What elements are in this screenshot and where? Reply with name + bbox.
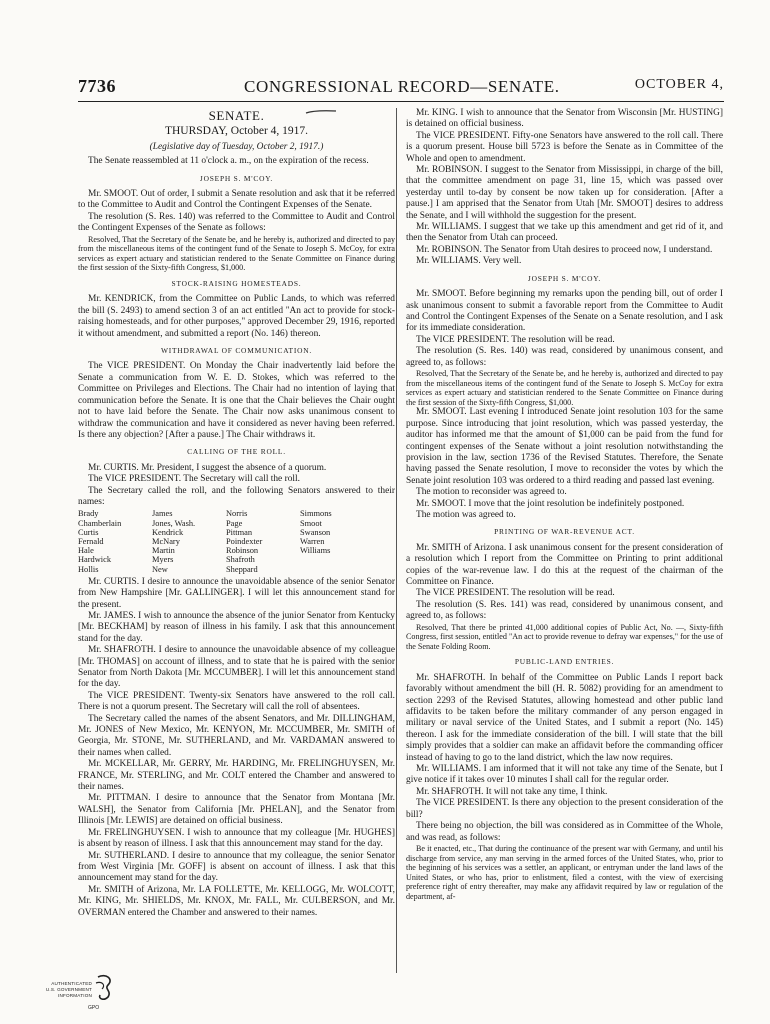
paragraph: Mr. WILLIAMS. Very well.: [416, 256, 522, 267]
paragraph: Mr. SMOOT. Last evening I introduced Senate joint resolution 103 for the same purpose. Since introducing that joint resolution, which was passed yesterday, the auditor has informed me that the amount of $1,000 can be paid from the fund for contingent expenses of the Senate without a joint resolution notwithstanding the provision in the law, section 1736 of the Revised Statutes. Therefore, the Senate having passed the Senate resolution, I move to reconsider the votes by which the Senate joint resolution 103 was ordered to a third reading and passed last evening.: [406, 407, 723, 486]
senator-name: Pittman: [226, 527, 253, 537]
senator-name: Jones, Wash.: [152, 518, 196, 528]
senator-name: Page: [226, 518, 243, 528]
roll-call-column: [78, 509, 152, 573]
section-heading: SENATE.: [208, 108, 265, 123]
paragraph: Mr. SMOOT. I move that the joint resolution be indefinitely postponed.: [416, 498, 685, 509]
senator-name: Simmons: [300, 509, 332, 519]
senator-name: Kendrick: [152, 527, 184, 537]
paragraph: Mr. KING. I wish to announce that the Senator from Wisconsin [Mr. HUSTING] is detained on official business.: [406, 108, 723, 130]
paragraph: Mr. SMOOT. Before beginning my remarks upon the pending bill, out of order I ask unanimous consent to submit a favorable report from the Committee to Audit and Control the Contingent Expenses of the Senate on a Senate resolution, and I ask for its immediate consideration.: [406, 289, 723, 334]
left-column: [78, 108, 395, 980]
subheading: WITHDRAWAL OF COMMUNICATION.: [160, 346, 313, 356]
senator-name: Shafroth: [226, 555, 255, 565]
paragraph: Mr. SMOOT. Out of order, I submit a Senate resolution and ask that it be referred to the Committee to Audit and Control the Contingent Expenses of the Senate.: [78, 189, 395, 211]
paragraph: The VICE PRESIDENT. Is there any objection to the present consideration of the bill?: [406, 798, 723, 820]
paragraph: The Secretary called the names of the absent Senators, and Mr. DILLINGHAM, Mr. JONES of New Mexico, Mr. KENYON, Mr. MCCUMBER, Mr. SMITH of Georgia, Mr. STONE, Mr. SUTHERLAND, and Mr. VARDAMAN answered to their names when called.: [78, 713, 395, 758]
roll-call-column: [226, 509, 300, 573]
paragraph: The VICE PRESIDENT. The resolution will be read.: [416, 588, 615, 599]
senator-name: Smoot: [300, 518, 322, 528]
paragraph: Mr. ROBINSON. The Senator from Utah desires to proceed now, I understand.: [416, 244, 713, 255]
senator-name: Sheppard: [226, 564, 258, 574]
paragraph: Mr. ROBINSON. I suggest to the Senator from Mississippi, in charge of the bill, that the committee amendment on page 31, line 15, which was passed over yesterday until to-day by consent be now taken up for consideration. [After a pause.] I am apprised that the Senator from Utah [Mr. SMOOT] desires to address the Senate, and I will withhold the suggestion for the present.: [406, 165, 723, 221]
senator-name: Myers: [152, 555, 174, 565]
senator-name: New: [152, 564, 168, 574]
page-number: 7736: [78, 76, 116, 96]
paragraph: The Senate reassembled at 11 o'clock a. m., on the expiration of the recess.: [88, 156, 369, 167]
senator-name: James: [152, 509, 173, 519]
senator-name: Curtis: [78, 527, 99, 537]
paragraph: Mr. CURTIS. Mr. President, I suggest the absence of a quorum.: [88, 462, 327, 473]
gpo-label: GPO: [88, 1005, 100, 1011]
paragraph: The motion was agreed to.: [416, 509, 516, 520]
paragraph: The VICE PRESIDENT. On Monday the Chair inadvertently laid before the Senate a communication from W. E. D. Stokes, which was referred to the Committee on Privileges and Elections. The Chair had no intention of laying that communication before the Senate. It is one that the Chair believes the Chair ought not to have laid before the Senate. The Chair now asks unanimous consent to withdraw the communication and have it considered as never having been referred. Is there any objection? [After a pause.] The Chair withdraws it.: [78, 361, 395, 440]
session-date: THURSDAY, October 4, 1917.: [164, 125, 309, 138]
paragraph: Mr. CURTIS. I desire to announce the unavoidable absence of the senior Senator from New Hampshire [Mr. GALLINGER]. I will let this announcement stand for the present.: [78, 576, 395, 610]
paragraph: Mr. PITTMAN. I desire to announce that the Senator from Montana [Mr. WALSH], the Senator from California [Mr. PHELAN], and the Senator from Illinois [Mr. LEWIS] are detained on official business.: [78, 793, 395, 827]
senator-name: Robinson: [226, 546, 259, 556]
senator-name: Hardwick: [78, 555, 112, 565]
paragraph: The VICE PRESIDENT. Fifty-one Senators have answered to the roll call. There is a quorum present. House bill 5723 is before the Senate as in Committee of the Whole and open to amendment.: [406, 130, 723, 164]
paragraph: Mr. SMITH of Arizona. I ask unanimous consent for the present consideration of a resolution which I report from the Committee on Printing to print additional copies of the war-revenue law. I do this at the request of the chairman of the Committee on Finance.: [406, 542, 723, 587]
subheading: JOSEPH S. M'COY.: [527, 273, 602, 283]
resolution-text: Resolved, That the Secretary of the Senate be, and he hereby is, authorized and directed to pay from the miscellaneous items of the contingent fund of the Senate to Joseph S. McCoy for extra services as expert actuary and statistician rendered to the Senate Committee on Finance during the first session of the Sixty-fifth Congress, $1,000.: [406, 368, 723, 407]
senator-name: Williams: [300, 546, 331, 556]
eagle-icon: [94, 973, 116, 1003]
paragraph: Mr. SHAFROTH. It will not take any time, I think.: [416, 786, 608, 797]
paragraph: Mr. WILLIAMS. I am informed that it will not take any time of the Senate, but I give notice if it takes over 10 minutes I shall call for the regular order.: [406, 764, 723, 786]
resolution-text: Be it enacted, etc., That during the continuance of the present war with Germany, and until his discharge from service, any man serving in the armed forces of the United States, who, prior to the beginning of his services was a settler, an applicant, or entryman under the land laws of the United States, or who has, prior to enlistment, filed a contest, with the view of exercising preference right of entry thereafter, may make any affidavit required by law or regulation of the department, af-: [406, 843, 723, 901]
subheading: PUBLIC-LAND ENTRIES.: [514, 657, 615, 667]
senator-name: Martin: [152, 546, 175, 556]
paragraph: Mr. FRELINGHUYSEN. I wish to announce that my colleague [Mr. HUGHES] is absent by reason of illness. I ask that this announcement may stand for the day.: [78, 827, 395, 850]
roll-call-names: [78, 509, 395, 573]
paragraph: Mr. MCKELLAR, Mr. GERRY, Mr. HARDING, Mr. FRELINGHUYSEN, Mr. FRANCE, Mr. STERLING, and Mr. COLT entered the Chamber and answered to their names.: [78, 759, 395, 793]
paragraph: The resolution (S. Res. 141) was read, considered by unanimous consent, and agreed to, as follows:: [406, 599, 723, 622]
paragraph: The VICE PRESIDENT. Twenty-six Senators have answered to the roll call. There is not a quorum present. The Secretary will call the roll of absentees.: [78, 690, 395, 713]
right-column: [406, 108, 723, 980]
column-divider: [396, 108, 397, 973]
paragraph: The resolution (S. Res. 140) was referred to the Committee to Audit and Control the Contingent Expenses of the Senate as follows:: [78, 211, 395, 234]
paragraph: Mr. SMITH of Arizona, Mr. LA FOLLETTE, Mr. KELLOGG, Mr. WOLCOTT, Mr. KING, Mr. SHIELDS, Mr. KNOX, Mr. FALL, Mr. CULBERSON, and Mr. OVERMAN entered the Chamber and answered to their names.: [78, 884, 395, 918]
subheading: STOCK-RAISING HOMESTEADS.: [171, 279, 302, 289]
paragraph: Mr. SHAFROTH. I desire to announce the unavoidable absence of my colleague [Mr. THOMAS] on account of illness, and to state that he is paired with the senior Senator from North Dakota [Mr. MCCUMBER]. I will let this announcement stand for the day.: [78, 645, 395, 690]
senator-name: Norris: [226, 509, 248, 519]
paragraph: Mr. SUTHERLAND. I desire to announce that my colleague, the senior Senator from West Virginia [Mr. GOFF] is absent on account of illness. I ask that this announcement may stand for the day.: [78, 850, 395, 884]
senator-name: McNary: [152, 536, 180, 546]
logo-text: AUTHENTICATED U.S. GOVERNMENT INFORMATION: [45, 981, 92, 998]
paragraph: The motion to reconsider was agreed to.: [416, 487, 567, 498]
paragraph: Mr. JAMES. I wish to announce the absence of the junior Senator from Kentucky [Mr. BECKHAM] by reason of illness in his family. I ask that this announcement stand for the day.: [78, 610, 395, 644]
resolution-text: Resolved, That the Secretary of the Senate be, and he hereby is, authorized and directed to pay from the miscellaneous items of the contingent fund of the Senate to Joseph S. McCoy, for extra services as expert actuary and statistician rendered to the Senate Committee on Finance during the first session of the Sixty-fifth Congress, $1,000.: [78, 234, 395, 273]
senator-name: Fernald: [78, 536, 104, 546]
senator-name: Hollis: [78, 564, 99, 574]
paragraph: The VICE PRESIDENT. The Secretary will call the roll.: [88, 474, 300, 485]
header-date: OCTOBER 4,: [634, 77, 724, 92]
senator-name: Chamberlain: [78, 518, 122, 528]
header-rule: [78, 101, 724, 102]
paragraph: Mr. KENDRICK, from the Committee on Public Lands, to which was referred the bill (S. 2493) to amend section 3 of an act entitled "An act to provide for stock-raising homesteads, and for other purposes," approved December 29, 1916, reported it without amendment, and submitted a report (No. 146) thereon.: [78, 294, 395, 339]
paragraph: The Secretary called the roll, and the following Senators answered to their names:: [78, 485, 395, 507]
resolution-text: Resolved, That there be printed 41,000 additional copies of Public Act, No. —, Sixty-fifth Congress, first session, entitled "An act to provide revenue to defray war expenses," for the use of the Senate Folding Room.: [406, 622, 723, 651]
journal-title: CONGRESSIONAL RECORD—SENATE.: [244, 77, 560, 96]
legislative-day: (Legislative day of Tuesday, October 2, 1917.): [149, 141, 324, 152]
senator-name: Swanson: [300, 527, 331, 537]
subheading: CALLING OF THE ROLL.: [187, 447, 286, 457]
subheading: PRINTING OF WAR-REVENUE ACT.: [494, 527, 635, 537]
subheading: JOSEPH S. M'COY.: [199, 173, 274, 183]
roll-call-column: [152, 509, 226, 573]
page-header: [78, 74, 724, 100]
senator-name: Brady: [78, 509, 99, 519]
paragraph: There being no objection, the bill was considered as in Committee of the Whole, and was read, as follows:: [406, 821, 723, 843]
senator-name: Hale: [78, 546, 94, 556]
gpo-authentication-logo: [36, 973, 136, 1019]
roll-call-column: [300, 509, 374, 573]
paragraph: Mr. SHAFROTH. In behalf of the Committee on Public Lands I report back favorably without amendment the bill (H. R. 5082) providing for an amendment to section 2293 of the Revised Statutes, allowing homestead and other public land affidavits to be taken before the military commander of any person engaged in military or naval service of the United States, and I submit a report (No. 145) thereon. I ask for the immediate consideration of the bill. I will state that the bill simply provides that a soldier can make an affidavit before the commanding officer instead of having to go to the land district, which the law now requires.: [406, 672, 723, 763]
paragraph: The resolution (S. Res. 140) was read, considered by unanimous consent, and agreed to, as follows:: [406, 346, 723, 368]
senator-name: Poindexter: [226, 536, 263, 546]
paragraph: The VICE PRESIDENT. The resolution will be read.: [416, 334, 615, 345]
senator-name: Warren: [300, 536, 325, 546]
paragraph: Mr. WILLIAMS. I suggest that we take up this amendment and get rid of it, and then the Senator from Utah can proceed.: [406, 222, 723, 244]
